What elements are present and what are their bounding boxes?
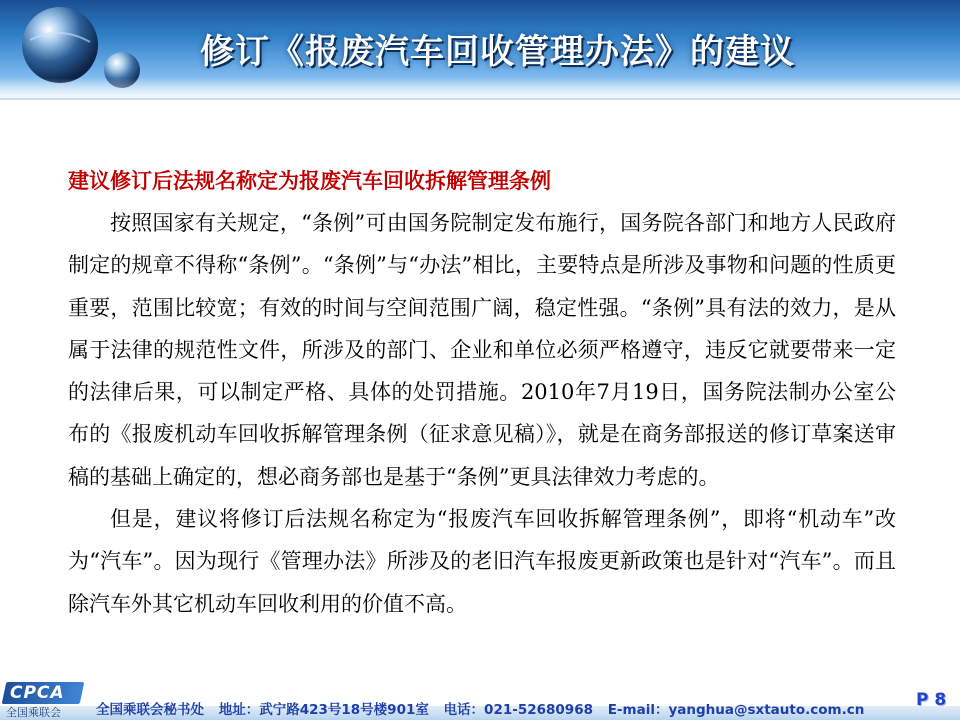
logo-cn-text: 全国乘联会 — [6, 706, 61, 719]
header-banner — [0, 0, 960, 100]
footer-org: 全国乘联会秘书处 — [96, 702, 204, 718]
logo-text: CPCA — [10, 683, 65, 703]
cpca-logo — [4, 682, 84, 718]
section-heading: 建议修订后法规名称定为报废汽车回收拆解管理条例 — [68, 168, 551, 193]
header-fade — [0, 78, 960, 100]
paragraph-2: 但是，建议将修订后法规名称定为“报废汽车回收拆解管理条例”，即将“机动车”改为“汽车”。因为现行《管理办法》所涉及的老旧汽车报废更新政策也是针对“汽车”。而且除汽车外其它机动车回收利用的价值不高。 — [68, 507, 896, 616]
footer-contact — [96, 698, 874, 718]
page-number: P 8 — [916, 690, 947, 710]
footer-email: E-mail：yanghua@sxtauto.com.cn — [607, 702, 865, 718]
header-divider — [0, 98, 960, 100]
paragraph-1: 按照国家有关规定，“条例”可由国务院制定发布施行，国务院各部门和地方人民政府制定的规章不得称“条例”。“条例”与“办法”相比，主要特点是所涉及事物和问题的性质更重要，范围比较宽；有效的时间与空间范围广阔，稳定性强。“条例”具有法的效力，是从属于法律的规范性文件，所涉及的部门、企业和单位必须严格遵守，违反它就要带来一定的法律后果，可以制定严格、具体的处罚措施。2010年7月19日，国务院法制办公室公布的《报废机动车回收拆解管理条例（征求意见稿）》，就是在商务部报送的修订草案送审稿的基础上确定的，想必商务部也是基于“条例”更具法律效力考虑的。 — [68, 211, 896, 489]
slide-title: 修订《报废汽车回收管理办法》的建议 — [200, 32, 795, 72]
slide-body — [68, 160, 896, 625]
footer-address: 地址：武宁路423号18号楼901室 — [218, 702, 429, 718]
footer-phone: 电话：021-52680968 — [443, 702, 593, 718]
